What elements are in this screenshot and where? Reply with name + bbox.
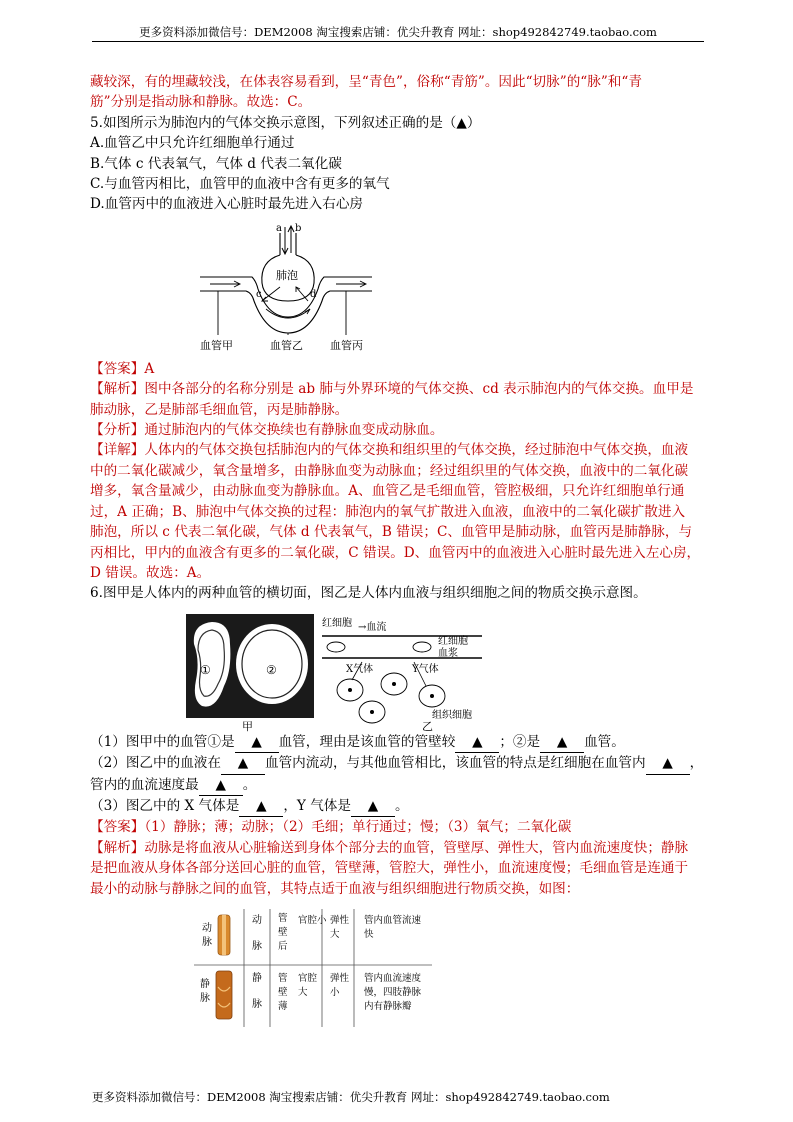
alveolus-gas-exchange-figure <box>196 217 376 359</box>
page-footer: 更多资料添加微信号：DEM2008 淘宝搜索店铺：优尖升教育 网址：shop492842749.taobao.com <box>92 1090 610 1104</box>
answer-blank[interactable]: ▲ <box>239 796 283 817</box>
row1-side-label: 动脉 <box>202 922 212 948</box>
row1-name: 动脉 <box>252 914 262 952</box>
page-header: 更多资料添加微信号：DEM2008 淘宝搜索店铺：优尖升教育 网址：shop492842749.taobao.com <box>139 25 657 39</box>
q5-option-d: D.血管丙中的血液进入心脏时最先进入右心房 <box>90 196 364 213</box>
answer-blank[interactable]: ▲ <box>455 732 499 753</box>
intro-line: 筋”分别是指动脉和静脉。故选：C。 <box>90 94 312 111</box>
answer-blank[interactable]: ▲ <box>540 732 584 753</box>
q5-detail-line: 增多，氧含量减少，由动脉血变为静脉血。A、血管乙是毛细血管，管腔极细，只允许红细胞单行通 <box>90 483 685 500</box>
q5-detail-line: 【详解】人体内的气体交换包括肺泡内的气体交换和组织里的气体交换，经过肺泡中气体交换，血液 <box>90 442 689 459</box>
fig-jia-label: 甲 <box>242 719 253 732</box>
row2-speed: 管内血流速度慢，四肢静脉内有静脉瓣 <box>364 972 422 1012</box>
row2-lumen: 官腔大 <box>298 972 318 998</box>
q5-detail-line: 丙相比，甲内的血液含有更多的二氧化碳，C 错误。D、血管丙中的血液进入心脏时最先进入左心房， <box>90 544 701 561</box>
answer-blank[interactable]: ▲ <box>351 796 395 817</box>
label-a: a <box>276 222 282 234</box>
row1-lumen: 官腔小 <box>298 914 327 926</box>
q5-detail-line: 中的二氧化碳减少，氧含量增多，由静脉血变为动脉血；经过组织里的气体交换，血液中的二氧化碳 <box>90 462 689 479</box>
q5-option-c: C.与血管丙相比，血管甲的血液中含有更多的氧气 <box>90 176 390 193</box>
row2-wall: 管壁薄 <box>278 972 288 1012</box>
header-divider <box>92 41 704 42</box>
q6-sub2-cont: 管内的血流速度最 ▲ 。 <box>90 775 704 796</box>
vessel-2-label: ② <box>266 662 277 677</box>
q6-analysis-line: 【解析】动脉是将血液从心脏输送到身体个部分去的血管，管壁厚、弹性大，管内血流速度快；静脉 <box>90 839 689 856</box>
alveolus-label: 肺泡 <box>276 268 298 282</box>
row1-elastic: 弹性大 <box>330 914 350 940</box>
q6-sub1: （1）图甲中的血管①是 ▲ 血管，理由是该血管的管壁较 ▲ ；②是 ▲ 血管。 <box>90 732 704 753</box>
row2-elastic: 弹性小 <box>330 972 350 998</box>
row1-wall: 管壁后 <box>278 912 288 952</box>
q5-analysis-line: 【解析】图中各部分的名称分别是 ab 肺与外界环境的气体交换、cd 表示肺泡内的气体交换。血甲是 <box>90 381 694 398</box>
rbc-label-right: 红细胞 <box>438 635 468 647</box>
q6-analysis-line: 是把血液从身体各部分送回心脏的血管，管壁薄，管腔大，弹性小，血流速度慢；毛细血管是连通于 <box>90 860 689 877</box>
q6-analysis-line: 最小的动脉与静脉之间的血管，其特点适于血液与组织细胞进行物质交换，如图： <box>90 880 580 897</box>
label-d: d <box>310 288 317 300</box>
q6-sub3: （3）图乙中的 X 气体是 ▲ ，Y 气体是 ▲ 。 <box>90 796 704 817</box>
x-gas-label: X气体 <box>346 663 374 675</box>
tissue-cell-label: 组织细胞 <box>432 709 472 721</box>
vessel-bing-label: 血管丙 <box>330 338 363 352</box>
q5-analysis-line: 肺动脉，乙是肺部毛细血管，丙是肺静脉。 <box>90 401 349 418</box>
vessel-comparison-table <box>194 909 432 1027</box>
fig-yi-label: 乙 <box>422 719 433 732</box>
row1-speed: 管内血管流速快 <box>364 914 422 940</box>
y-gas-label: Y气体 <box>412 663 439 675</box>
answer-blank[interactable]: ▲ <box>235 732 279 753</box>
rbc-label-left: 红细胞 <box>322 617 352 629</box>
answer-blank[interactable]: ▲ <box>221 753 265 774</box>
q5-detail-line: 肺泡，所以 c 代表二氧化碳，气体 d 代表氧气，B 错误；C、血管甲是肺动脉，血管丙是肺静脉，与 <box>90 524 693 541</box>
row2-side-label: 静脉 <box>200 978 210 1004</box>
plasma-label: 血浆 <box>438 647 458 659</box>
vessel-yi-label: 血管乙 <box>270 338 303 352</box>
q6-stem: 6.图甲是人体内的两种血管的横切面，图乙是人体内血液与组织细胞之间的物质交换示意图。 <box>90 585 647 602</box>
q6-sub2: （2）图乙中的血液在 ▲ 血管内流动，与其他血管相比，该血管的特点是红细胞在血管内 ▲ ， <box>90 753 704 774</box>
q5-detail-line: D 错误。故选：A。 <box>90 564 211 581</box>
vessel-jia-label: 血管甲 <box>200 338 233 352</box>
q5-answer: 【答案】A <box>90 360 155 377</box>
label-c: c <box>256 288 262 300</box>
q5-detail-line: 过，A 正确；B、肺泡中气体交换的过程：肺泡内的氧气扩散进入血液，血液中的二氧化碳扩散进入 <box>90 503 686 520</box>
q5-stem: 5.如图所示为肺泡内的气体交换示意图，下列叙述正确的是（▲） <box>90 114 481 131</box>
row2-name: 静脉 <box>252 972 262 1010</box>
label-b: b <box>295 222 302 234</box>
q6-answer: 【答案】（1）静脉；薄；动脉；（2）毛细；单行通过；慢；（3）氧气；二氧化碳 <box>90 819 572 836</box>
document-body <box>90 72 704 1027</box>
blood-vessel-figure <box>186 614 482 732</box>
blood-flow-label: →血流 <box>358 621 387 633</box>
answer-blank[interactable]: ▲ <box>199 775 243 796</box>
q5-option-b: B.气体 c 代表氧气，气体 d 代表二氧化碳 <box>90 155 342 172</box>
q5-fenxi: 【分析】通过肺泡内的气体交换续也有静脉血变成动脉血。 <box>90 422 444 439</box>
intro-line: 藏较深，有的埋藏较浅，在体表容易看到，呈“青色”，俗称“青筋”。因此“切脉”的“脉”和“青 <box>90 74 642 90</box>
answer-blank[interactable]: ▲ <box>646 753 690 774</box>
q5-option-a: A.血管乙中只允许红细胞单行通过 <box>90 135 295 152</box>
vessel-1-label: ① <box>200 662 211 677</box>
